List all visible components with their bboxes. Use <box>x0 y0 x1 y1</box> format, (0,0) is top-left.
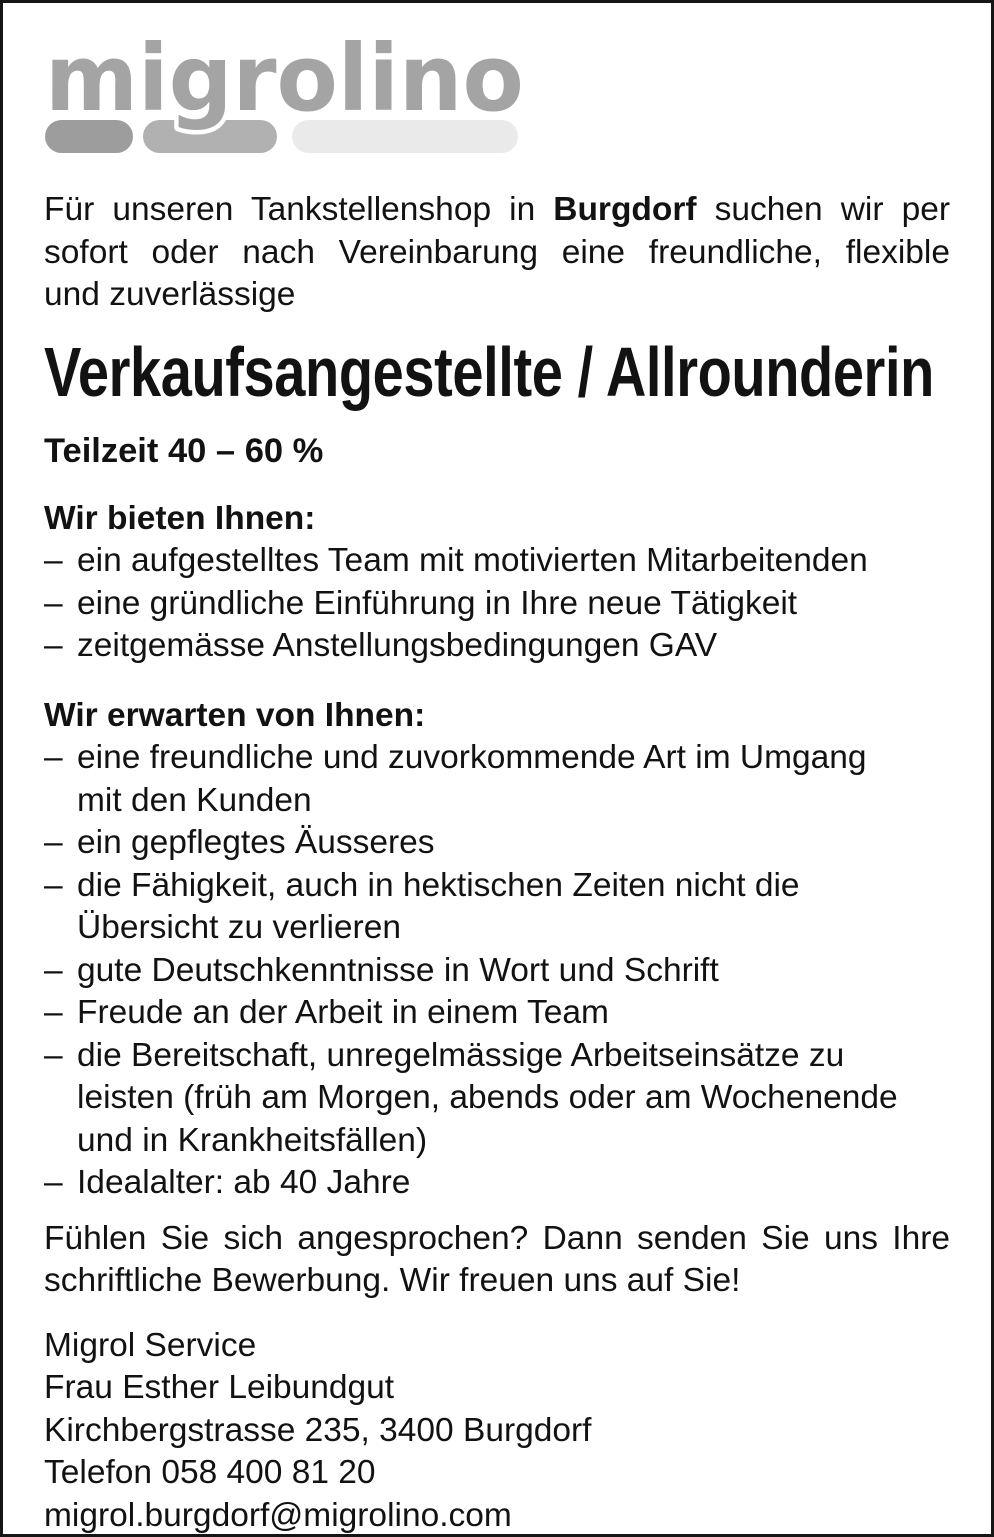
bullet-dash <box>44 780 77 823</box>
job-title-text: Verkaufsangestellte / Allrounderin <box>44 332 934 411</box>
bullet-dash: – <box>44 1164 63 1201</box>
list-item <box>44 737 950 780</box>
closing-line-2: schriftliche Bewerbung. Wir freuen uns auf Sie! <box>44 1262 741 1299</box>
list-item-text: zeitgemässe Anstellungsbedingungen GAV <box>77 627 718 664</box>
list-item <box>44 992 950 1035</box>
ad-body <box>44 189 950 1537</box>
list-item-text: mit den Kunden <box>77 781 312 819</box>
bullet-dash: – <box>44 951 63 989</box>
list-item <box>44 540 950 583</box>
intro-text: suchen wir per <box>696 191 950 228</box>
list-item <box>44 822 950 865</box>
bullet-dash: – <box>44 824 63 861</box>
list-item-continuation <box>44 1120 950 1163</box>
intro-line-1 <box>44 189 950 232</box>
list-item <box>44 865 950 908</box>
intro-text: Für unseren Tankstellenshop in <box>44 191 554 228</box>
contact-phone: Telefon 058 400 81 20 <box>44 1454 376 1491</box>
list-item-text: eine gründliche Einführung in Ihre neue Tätigkeit <box>77 584 798 622</box>
list-item <box>44 1162 950 1205</box>
list-item-text: eine freundliche und zuvorkommende Art im Umgang <box>77 739 867 776</box>
bullet-dash: – <box>44 1036 63 1074</box>
bullet-dash: – <box>44 542 63 579</box>
list-item <box>44 625 950 668</box>
list-item-text: die Fähigkeit, auch in hektischen Zeiten nicht die <box>77 866 800 904</box>
intro-location: Burgdorf <box>553 191 697 228</box>
list-item-continuation <box>44 907 950 950</box>
contact-email: migrol.burgdorf@migrolino.com <box>44 1496 512 1534</box>
contact-company: Migrol Service <box>44 1326 257 1364</box>
list-item-text: Idealalter: ab 40 Jahre <box>77 1164 411 1201</box>
bullet-dash <box>44 1120 77 1163</box>
list-item-text: ein gepflegtes Äusseres <box>77 824 435 861</box>
intro-line-3: und zuverlässige <box>44 276 296 313</box>
list-item-text: die Bereitschaft, unregelmässige Arbeitseinsätze zu <box>77 1036 845 1074</box>
list-item-continuation <box>44 1077 950 1120</box>
bullet-dash <box>44 1077 77 1120</box>
list-item-text: ein aufgestelltes Team mit motivierten Mitarbeitenden <box>77 542 868 579</box>
contact-block <box>44 1325 950 1537</box>
bullet-dash: – <box>44 584 63 622</box>
expect-heading: Wir erwarten von Ihnen: <box>44 696 426 734</box>
offer-heading: Wir bieten Ihnen: <box>44 499 316 537</box>
bullet-dash: – <box>44 994 63 1031</box>
list-item-text: leisten (früh am Morgen, abends oder am Wochenende <box>77 1079 898 1116</box>
list-item <box>44 950 950 993</box>
list-item-text: Übersicht zu verlieren <box>77 909 401 946</box>
closing-line-1: Fühlen Sie sich angesprochen? Dann senden Sie uns Ihre <box>44 1219 950 1257</box>
contact-address: Kirchbergstrasse 235, 3400 Burgdorf <box>44 1411 592 1449</box>
list-item-continuation <box>44 780 950 823</box>
list-item <box>44 1035 950 1078</box>
bullet-dash: – <box>44 866 63 904</box>
list-item-text: und in Krankheitsfällen) <box>77 1121 428 1159</box>
job-title <box>44 332 950 415</box>
migrolino-logo <box>45 26 565 166</box>
bullet-dash: – <box>44 739 63 776</box>
workload: Teilzeit 40 – 60 % <box>44 431 324 470</box>
closing-paragraph <box>44 1218 950 1303</box>
logo-wordmark: migrolino <box>45 26 524 133</box>
bullet-dash <box>44 907 77 950</box>
list-item <box>44 583 950 626</box>
intro-paragraph <box>44 189 950 317</box>
contact-person: Frau Esther Leibundgut <box>44 1369 395 1406</box>
intro-line-2: sofort oder nach Vereinbarung eine freundliche, flexible <box>44 233 950 271</box>
list-item-text: gute Deutschkenntnisse in Wort und Schrift <box>77 951 719 989</box>
bullet-dash: – <box>44 627 63 664</box>
list-item-text: Freude an der Arbeit in einem Team <box>77 994 609 1031</box>
